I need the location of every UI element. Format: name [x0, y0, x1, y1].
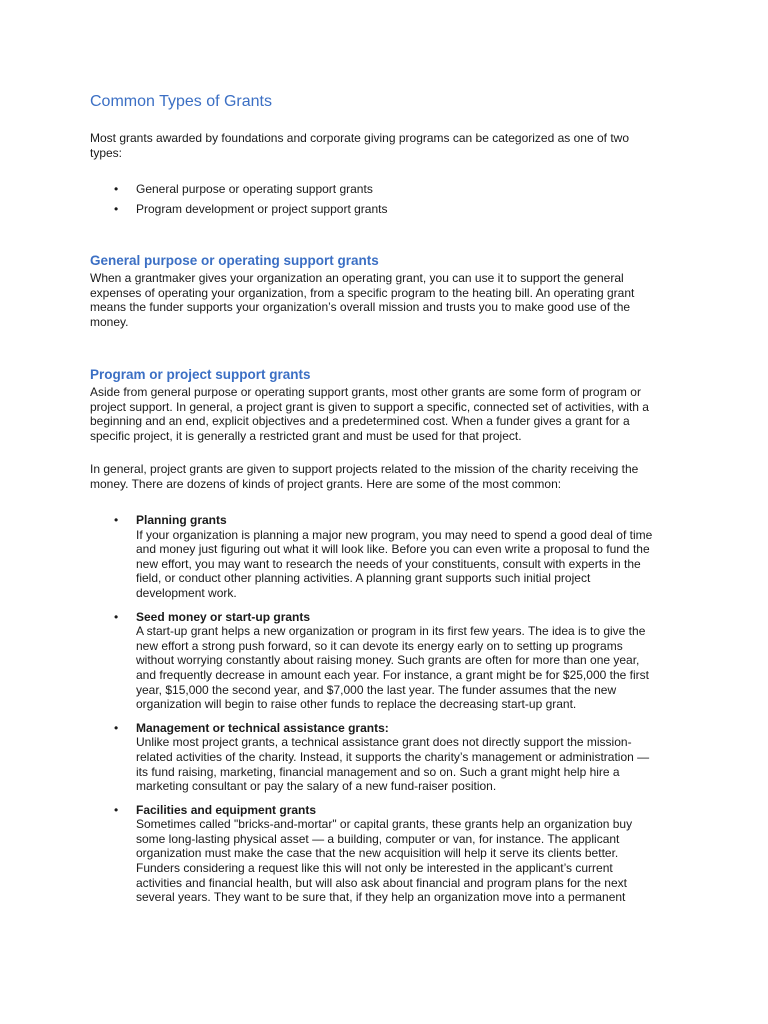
section-project-paragraph-1: Aside from general purpose or operating support grants, most other grants are some form of program or project support. In general, a project grant is given to support a specific, connected set of activities, with a beginning and an end, explicit objectives and a predetermined cost. When a funder gives a grant for a specific project, it is generally a restricted grant and must be used for that project.	[90, 385, 649, 443]
item-body: If your organization is planning a major new program, you may need to spend a good deal of time and money just figuring out what it will look like. Before you can even write a proposal to fund the new effort, you may want to research the needs of your constituents, consult with experts in the field, or conduct other planning activities. A planning grant supports such initial project development work.	[136, 527, 653, 600]
list-item	[90, 610, 662, 712]
bullet-icon: •	[114, 609, 119, 624]
bullet-icon: •	[114, 720, 119, 735]
intro-paragraph: Most grants awarded by foundations and corporate giving programs can be categorized as one of two types:	[90, 131, 629, 160]
bullet-icon: •	[114, 513, 119, 527]
list-item-text: General purpose or operating support grants	[136, 182, 373, 196]
list-item	[90, 513, 662, 601]
item-title: Seed money or start-up grants	[136, 609, 311, 624]
section-project-paragraph-2: In general, project grants are given to support projects related to the mission of the charity receiving the money. There are dozens of kinds of project grants. Here are some of the most common:	[90, 462, 639, 491]
bullet-icon: •	[114, 802, 119, 817]
list-item-text: Program development or project support grants	[136, 201, 388, 216]
list-item	[90, 202, 662, 217]
item-title: Management or technical assistance grants:	[136, 720, 389, 735]
list-item	[90, 721, 662, 794]
list-item	[90, 182, 662, 197]
item-body: Unlike most project grants, a technical assistance grant does not directly support the mission-related activities of the charity. Instead, it supports the charity’s management or administration — its fund raising, marketing, financial management and so on. Such a grant might help hire a marketing consultant or pay the salary of a new fund-raiser position.	[136, 735, 650, 794]
page-title: Common Types of Grants	[90, 93, 272, 110]
project-grants-list	[90, 513, 662, 905]
section-operating-body: When a grantmaker gives your organization an operating grant, you can use it to support the general expenses of operating your organization, from a specific program to the heating bill. An operating grant means the funder supports your organization’s overall mission and trusts you to make good use of the money.	[90, 271, 635, 329]
item-body: A start-up grant helps a new organization or program in its first few years. The idea is to give the new effort a strong push forward, so it can devote its energy early on to setting up programs without worrying constantly about raising money. Such grants are often for more than one year, and frequently decrease in amount each year. For instance, a grant might be for $25,000 the first year, $15,000 the second year, and $7,000 the last year. The funder assumes that the new organization will begin to raise other funds to replace the decreasing start-up grant.	[136, 624, 649, 712]
item-title: Facilities and equipment grants	[136, 802, 317, 817]
bullet-icon: •	[114, 201, 119, 216]
list-item	[90, 803, 662, 905]
item-title: Planning grants	[136, 513, 227, 527]
section-heading-operating: General purpose or operating support grants	[90, 253, 379, 268]
grant-types-list	[90, 182, 662, 216]
item-body: Sometimes called "bricks-and-mortar" or capital grants, these grants help an organization buy some long-lasting physical asset — a building, computer or van, for instance. The applicant organization must make the case that the new acquisition will help it serve its clients better. Funders considering a request like this will not only be interested in the applicant’s current activities and financial health, but will also ask about financial and program plans for the next several years. They want to be sure that, if they help an organization move into a permanent	[136, 817, 633, 905]
section-heading-project: Program or project support grants	[90, 367, 311, 382]
bullet-icon: •	[114, 182, 119, 196]
